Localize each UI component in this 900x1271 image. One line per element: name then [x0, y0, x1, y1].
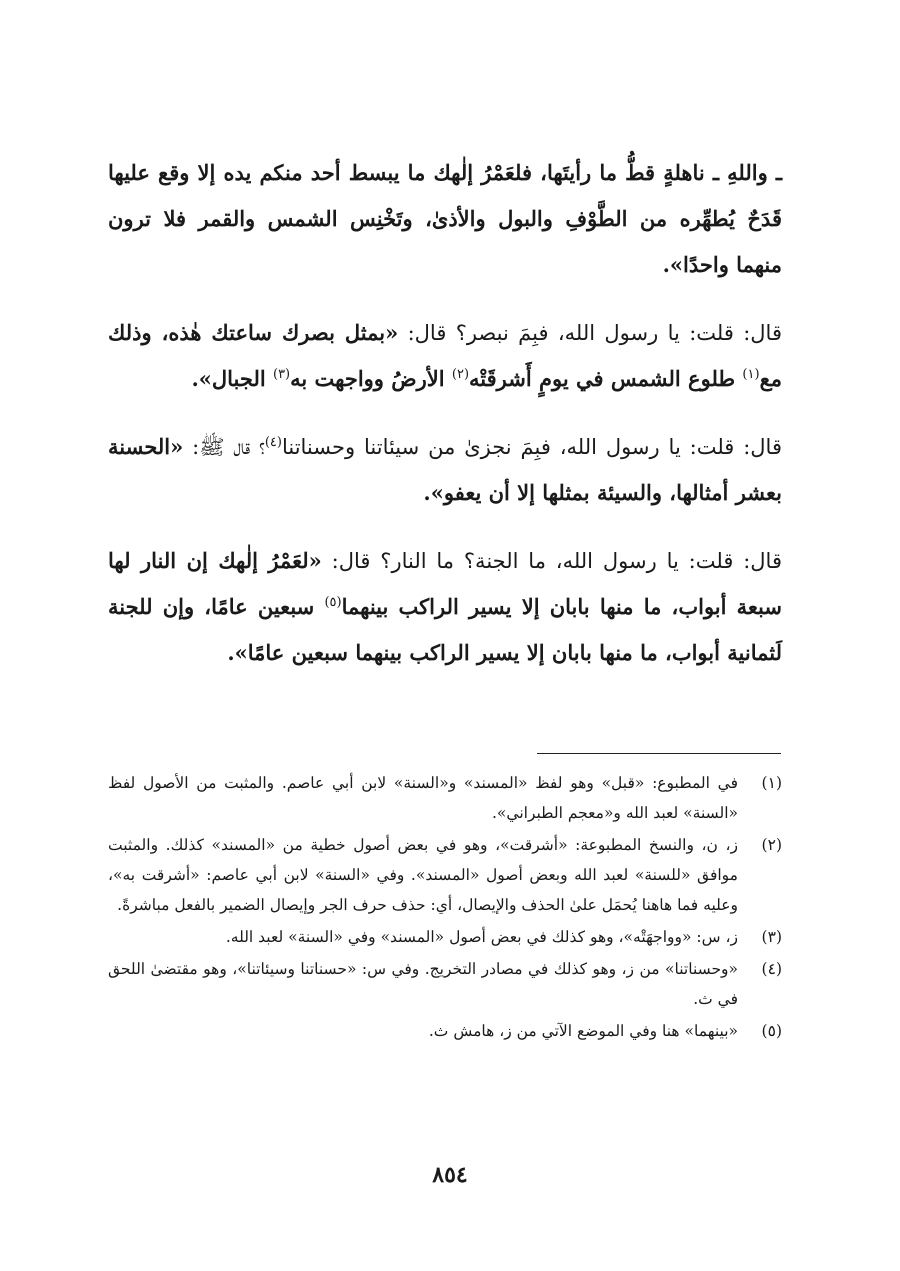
footnote-reference: (٥)	[324, 595, 342, 610]
footnote-number: (٣)	[761, 928, 782, 946]
quoted-speech: «الحسنة بعشر أمثالها، والسيئة بمثلها إلا أن يعفو».	[108, 434, 782, 505]
quoted-speech: الجبال».	[191, 366, 273, 391]
footnote-text: «بينهما» هنا وفي الموضع الآتي من ز، هامش ث.	[428, 1022, 738, 1040]
footnote-number: (٤)	[761, 960, 782, 978]
footnote-item	[108, 1016, 782, 1046]
paragraph	[108, 310, 782, 402]
paragraph	[108, 538, 782, 676]
paragraph	[108, 424, 782, 516]
footnote-text: في المطبوع: «قبل» وهو لفظ «المسند» و«السنة» لابن أبي عاصم. والمثبت من الأصول لفظ «السنة» لعبد الله و«معجم الطبراني».	[108, 774, 738, 822]
quoted-speech: ـ واللهِ ـ ناهلةٍ قطُّ ما رأيتَها، فلعَمْرُ إلٰهك ما يبسط أحد منكم يده إلا وقع عليها قَدَحٌ يُطهِّره من الطَّوْفِ والبول والأذىٰ، وتَخْنِس الشمس والقمر فلا ترون منهما واحدًا».	[108, 160, 782, 277]
footnote-reference: (١)	[742, 367, 760, 382]
quoted-speech: سبعين عامًا، وإن للجنة لَثمانية أبواب، ما منها بابان إلا يسير الراكب بينهما سبعين عامًا».	[108, 594, 782, 665]
narration-text: قال: قلت: يا رسول الله، فبِمَ نجزىٰ من سيئاتنا وحسناتنا	[281, 435, 782, 459]
footnote-item	[108, 830, 782, 920]
paragraph	[108, 150, 782, 288]
footnotes-section	[108, 768, 782, 1048]
quoted-speech: الأرضُ وواجهت به	[290, 366, 452, 391]
quoted-speech: طلوع الشمس في يومٍ أَشرقَتْه	[469, 366, 743, 391]
footnote-text: ز، ن، والنسخ المطبوعة: «أشرقت»، وهو في بعض أصول خطية من «المسند» كذلك. والمثبت موافق «للسنة» لعبد الله وبعض أصول «المسند». وفي «السنة» لابن أبي عاصم: «أشرقت به»، وعليه فما هاهنا يُحمَل علىٰ الحذف والإيصال، أي: حذف حرف الجر وإيصال الضمير بالفعل مباشرةً.	[108, 836, 738, 914]
footnote-reference: (٣)	[272, 367, 291, 382]
footnote-item	[108, 922, 782, 952]
page-number: ٨٥٤	[432, 1162, 468, 1188]
footnote-item	[108, 768, 782, 828]
footnote-item	[108, 954, 782, 1014]
footnote-number: (٢)	[761, 836, 782, 854]
narration-text: قال: قلت: يا رسول الله، ما الجنة؟ ما النار؟ قال:	[321, 549, 782, 573]
footnote-divider	[537, 753, 781, 754]
footnote-text: ز، س: «وواجهَتْه»، وهو كذلك في بعض أصول «المسند» وفي «السنة» لعبد الله.	[225, 928, 738, 946]
footnote-number: (٥)	[761, 1022, 782, 1040]
footnote-reference: (٤)	[264, 435, 282, 450]
narration-text: ؟ قال ﷺ:	[183, 435, 265, 459]
body-paragraphs	[108, 150, 782, 676]
footnote-number: (١)	[761, 774, 782, 792]
quoted-speech: «بمثل بصرك ساعتك هٰذه، وذلك مع	[108, 320, 782, 391]
main-text-block	[108, 150, 782, 698]
footnote-reference: (٢)	[451, 367, 470, 382]
narration-text: قال: قلت: يا رسول الله، فبِمَ نبصر؟ قال:	[398, 321, 782, 345]
quoted-speech: «لعَمْرُ إلٰهك إن النار لها سبعة أبواب، ما منها بابان إلا يسير الراكب بينهما	[108, 548, 782, 619]
footnote-text: «وحسناتنا» من ز، وهو كذلك في مصادر التخريج. وفي س: «حسناتنا وسيئاتنا»، وهو مقتضىٰ اللحق في ث.	[108, 960, 738, 1008]
